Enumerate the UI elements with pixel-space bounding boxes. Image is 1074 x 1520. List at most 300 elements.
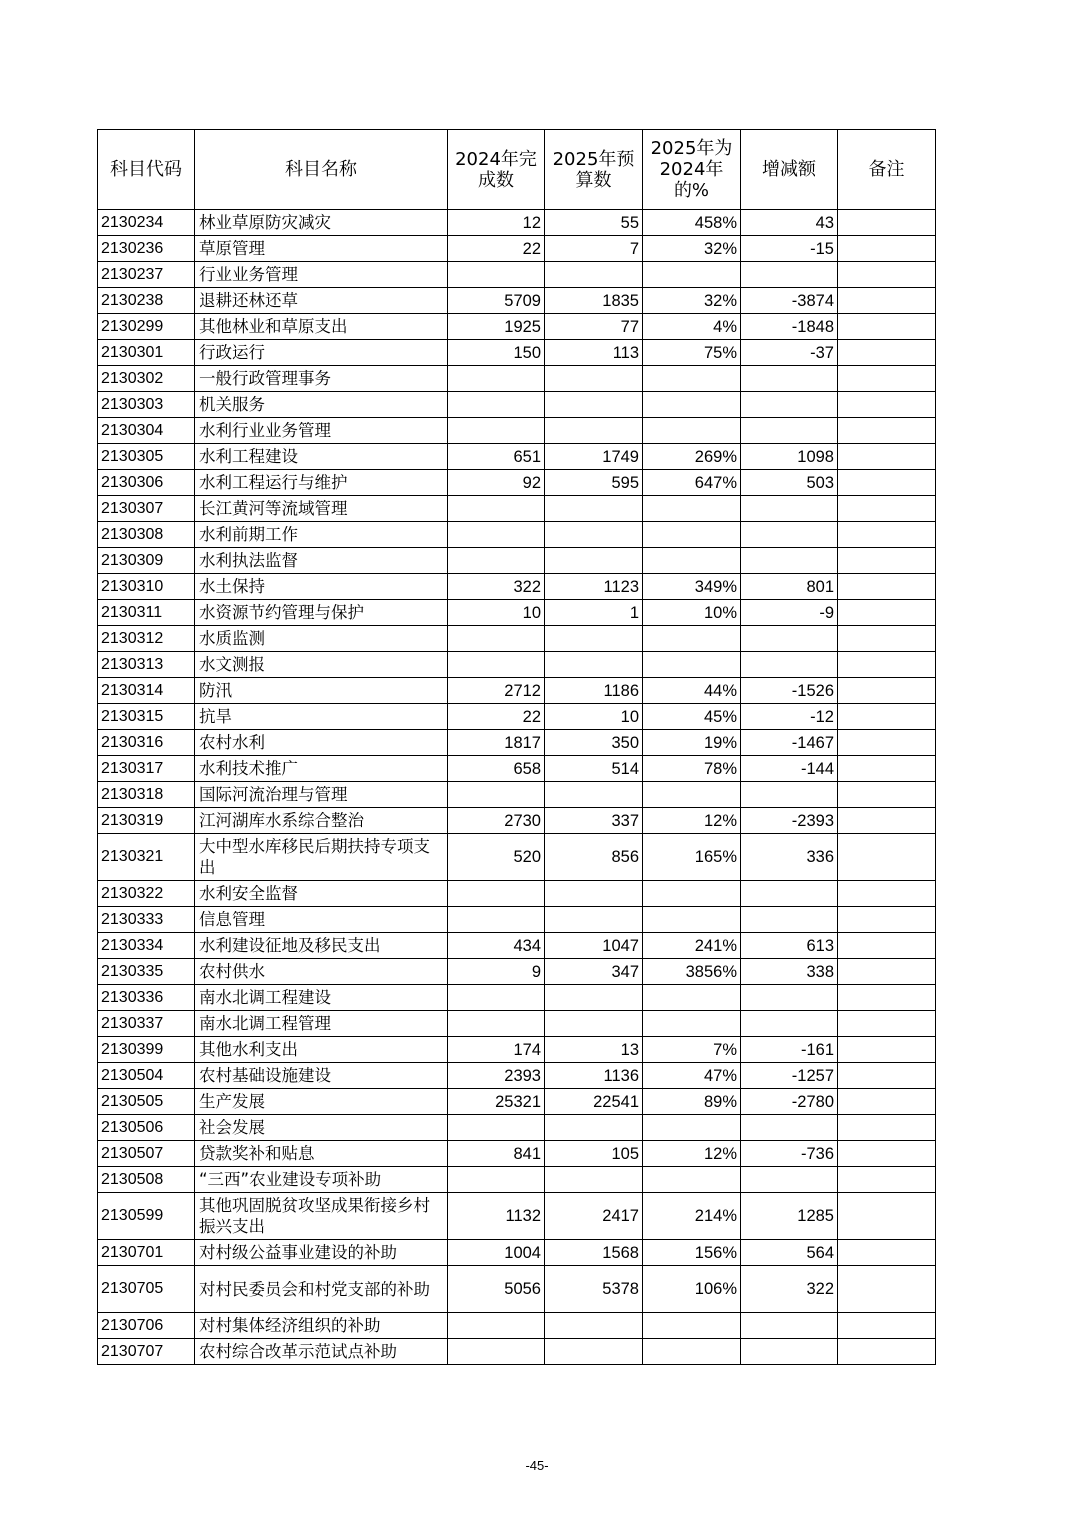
cell-percent: 75%	[643, 340, 741, 366]
cell-2025-budget	[545, 782, 643, 808]
cell-2025-budget	[545, 626, 643, 652]
table-row	[98, 1313, 936, 1339]
table-row	[98, 1011, 936, 1037]
cell-2024-completed	[448, 1167, 545, 1193]
cell-2025-budget: 77	[545, 314, 643, 340]
cell-change-amount	[741, 985, 838, 1011]
cell-subject-name: 对村集体经济组织的补助	[195, 1313, 448, 1339]
cell-remarks	[838, 1011, 936, 1037]
cell-change-amount	[741, 392, 838, 418]
budget-table	[97, 129, 936, 1365]
cell-remarks	[838, 1266, 936, 1313]
cell-2025-budget: 2417	[545, 1193, 643, 1240]
cell-percent	[643, 366, 741, 392]
cell-remarks	[838, 314, 936, 340]
cell-percent	[643, 907, 741, 933]
cell-change-amount: -15	[741, 236, 838, 262]
cell-subject-code: 2130707	[98, 1339, 195, 1365]
header-change-amount: 增减额	[741, 130, 838, 210]
cell-percent	[643, 548, 741, 574]
cell-percent: 7%	[643, 1037, 741, 1063]
cell-change-amount: 43	[741, 210, 838, 236]
table-row	[98, 782, 936, 808]
table-row	[98, 626, 936, 652]
cell-change-amount: 801	[741, 574, 838, 600]
cell-remarks	[838, 756, 936, 782]
cell-2025-budget	[545, 366, 643, 392]
cell-percent: 3856%	[643, 959, 741, 985]
cell-subject-name: 农村供水	[195, 959, 448, 985]
cell-remarks	[838, 1339, 936, 1365]
cell-change-amount	[741, 782, 838, 808]
cell-change-amount: 564	[741, 1240, 838, 1266]
cell-2024-completed: 520	[448, 834, 545, 881]
table-row	[98, 652, 936, 678]
table-row	[98, 262, 936, 288]
table-row	[98, 907, 936, 933]
cell-2025-budget	[545, 652, 643, 678]
cell-change-amount	[741, 366, 838, 392]
cell-change-amount: 322	[741, 1266, 838, 1313]
cell-2025-budget	[545, 1115, 643, 1141]
cell-remarks	[838, 907, 936, 933]
cell-2025-budget	[545, 1167, 643, 1193]
cell-2024-completed	[448, 496, 545, 522]
cell-remarks	[838, 1037, 936, 1063]
cell-2025-budget	[545, 548, 643, 574]
cell-2024-completed: 10	[448, 600, 545, 626]
cell-2024-completed	[448, 366, 545, 392]
cell-subject-code: 2130334	[98, 933, 195, 959]
table-row	[98, 340, 936, 366]
cell-subject-code: 2130599	[98, 1193, 195, 1240]
cell-subject-name: 信息管理	[195, 907, 448, 933]
header-remarks: 备注	[838, 130, 936, 210]
cell-percent: 269%	[643, 444, 741, 470]
cell-remarks	[838, 782, 936, 808]
cell-percent	[643, 496, 741, 522]
cell-percent: 12%	[643, 1141, 741, 1167]
cell-change-amount: -3874	[741, 288, 838, 314]
cell-percent: 4%	[643, 314, 741, 340]
cell-remarks	[838, 366, 936, 392]
cell-subject-code: 2130304	[98, 418, 195, 444]
cell-subject-code: 2130399	[98, 1037, 195, 1063]
cell-percent	[643, 522, 741, 548]
cell-remarks	[838, 808, 936, 834]
cell-subject-name: 水利前期工作	[195, 522, 448, 548]
cell-subject-code: 2130508	[98, 1167, 195, 1193]
cell-change-amount	[741, 626, 838, 652]
cell-2024-completed: 22	[448, 236, 545, 262]
cell-remarks	[838, 444, 936, 470]
cell-2025-budget	[545, 418, 643, 444]
cell-percent	[643, 418, 741, 444]
cell-percent: 45%	[643, 704, 741, 730]
cell-remarks	[838, 626, 936, 652]
cell-percent: 458%	[643, 210, 741, 236]
cell-2025-budget: 1568	[545, 1240, 643, 1266]
cell-2025-budget: 55	[545, 210, 643, 236]
cell-remarks	[838, 1063, 936, 1089]
cell-subject-code: 2130504	[98, 1063, 195, 1089]
cell-subject-code: 2130317	[98, 756, 195, 782]
cell-2024-completed: 12	[448, 210, 545, 236]
cell-remarks	[838, 288, 936, 314]
cell-change-amount: -144	[741, 756, 838, 782]
cell-remarks	[838, 985, 936, 1011]
table-row	[98, 933, 936, 959]
cell-2025-budget: 5378	[545, 1266, 643, 1313]
cell-change-amount: 1285	[741, 1193, 838, 1240]
table-row	[98, 236, 936, 262]
header-2024-completed: 2024年完成数	[448, 130, 545, 210]
cell-2025-budget	[545, 522, 643, 548]
cell-change-amount: -736	[741, 1141, 838, 1167]
cell-percent	[643, 1313, 741, 1339]
cell-2024-completed: 658	[448, 756, 545, 782]
cell-change-amount: 613	[741, 933, 838, 959]
cell-2025-budget: 1123	[545, 574, 643, 600]
cell-2025-budget	[545, 1339, 643, 1365]
cell-remarks	[838, 933, 936, 959]
cell-percent: 165%	[643, 834, 741, 881]
cell-change-amount	[741, 1313, 838, 1339]
cell-percent: 214%	[643, 1193, 741, 1240]
table-row	[98, 1193, 936, 1240]
cell-subject-name: 水利工程运行与维护	[195, 470, 448, 496]
cell-2025-budget: 1136	[545, 1063, 643, 1089]
table-row	[98, 1266, 936, 1313]
cell-percent: 647%	[643, 470, 741, 496]
cell-2025-budget: 1186	[545, 678, 643, 704]
cell-subject-name: 其他林业和草原支出	[195, 314, 448, 340]
table-row	[98, 1141, 936, 1167]
table-row	[98, 600, 936, 626]
cell-percent: 10%	[643, 600, 741, 626]
cell-subject-code: 2130318	[98, 782, 195, 808]
cell-change-amount: -2393	[741, 808, 838, 834]
cell-subject-code: 2130505	[98, 1089, 195, 1115]
cell-subject-name: 水利安全监督	[195, 881, 448, 907]
cell-subject-code: 2130309	[98, 548, 195, 574]
cell-percent: 156%	[643, 1240, 741, 1266]
cell-2025-budget: 113	[545, 340, 643, 366]
cell-percent	[643, 626, 741, 652]
cell-2024-completed: 2712	[448, 678, 545, 704]
cell-subject-name: 防汛	[195, 678, 448, 704]
cell-2024-completed	[448, 782, 545, 808]
table-row	[98, 496, 936, 522]
cell-remarks	[838, 418, 936, 444]
cell-subject-code: 2130311	[98, 600, 195, 626]
cell-subject-name: 水利执法监督	[195, 548, 448, 574]
cell-remarks	[838, 574, 936, 600]
cell-2024-completed: 25321	[448, 1089, 545, 1115]
cell-2025-budget: 347	[545, 959, 643, 985]
cell-2025-budget: 1749	[545, 444, 643, 470]
cell-subject-name: 水利行业业务管理	[195, 418, 448, 444]
cell-percent	[643, 985, 741, 1011]
cell-subject-name: 水利技术推广	[195, 756, 448, 782]
cell-2024-completed: 2730	[448, 808, 545, 834]
cell-remarks	[838, 392, 936, 418]
cell-change-amount	[741, 522, 838, 548]
cell-subject-name: 其他水利支出	[195, 1037, 448, 1063]
cell-percent: 44%	[643, 678, 741, 704]
cell-2025-budget: 350	[545, 730, 643, 756]
cell-change-amount: -2780	[741, 1089, 838, 1115]
cell-2025-budget: 7	[545, 236, 643, 262]
cell-subject-name: 农村基础设施建设	[195, 1063, 448, 1089]
cell-percent	[643, 1115, 741, 1141]
table-row	[98, 678, 936, 704]
table-body	[98, 210, 936, 1365]
cell-remarks	[838, 340, 936, 366]
cell-subject-name: 农村水利	[195, 730, 448, 756]
cell-percent: 78%	[643, 756, 741, 782]
cell-2024-completed: 1132	[448, 1193, 545, 1240]
cell-percent	[643, 1011, 741, 1037]
cell-remarks	[838, 1167, 936, 1193]
cell-subject-code: 2130303	[98, 392, 195, 418]
cell-subject-name: 退耕还林还草	[195, 288, 448, 314]
cell-subject-code: 2130333	[98, 907, 195, 933]
table-row	[98, 1037, 936, 1063]
cell-subject-code: 2130236	[98, 236, 195, 262]
cell-remarks	[838, 678, 936, 704]
cell-subject-name: 水质监测	[195, 626, 448, 652]
cell-2024-completed: 174	[448, 1037, 545, 1063]
table-row	[98, 548, 936, 574]
cell-subject-name: 林业草原防灾减灾	[195, 210, 448, 236]
cell-change-amount	[741, 418, 838, 444]
cell-2024-completed	[448, 985, 545, 1011]
cell-2025-budget: 1047	[545, 933, 643, 959]
cell-2024-completed	[448, 522, 545, 548]
cell-2024-completed: 651	[448, 444, 545, 470]
cell-subject-code: 2130306	[98, 470, 195, 496]
table-row	[98, 314, 936, 340]
cell-change-amount: 336	[741, 834, 838, 881]
cell-change-amount	[741, 1011, 838, 1037]
cell-change-amount: -12	[741, 704, 838, 730]
cell-subject-name: 水利建设征地及移民支出	[195, 933, 448, 959]
cell-2024-completed: 150	[448, 340, 545, 366]
table-row	[98, 1115, 936, 1141]
cell-change-amount: -1467	[741, 730, 838, 756]
cell-subject-name: 国际河流治理与管理	[195, 782, 448, 808]
cell-subject-name: 水利工程建设	[195, 444, 448, 470]
cell-subject-code: 2130234	[98, 210, 195, 236]
cell-2025-budget	[545, 392, 643, 418]
cell-2025-budget: 595	[545, 470, 643, 496]
cell-remarks	[838, 704, 936, 730]
cell-remarks	[838, 881, 936, 907]
cell-percent: 32%	[643, 288, 741, 314]
cell-remarks	[838, 1141, 936, 1167]
cell-subject-name: 行政运行	[195, 340, 448, 366]
cell-change-amount: 1098	[741, 444, 838, 470]
cell-remarks	[838, 834, 936, 881]
cell-subject-name: 机关服务	[195, 392, 448, 418]
cell-subject-name: 水文测报	[195, 652, 448, 678]
table-row	[98, 392, 936, 418]
cell-subject-code: 2130315	[98, 704, 195, 730]
table-row	[98, 959, 936, 985]
cell-percent: 241%	[643, 933, 741, 959]
cell-subject-name: 对村民委员会和村党支部的补助	[195, 1266, 448, 1313]
cell-change-amount: -9	[741, 600, 838, 626]
cell-remarks	[838, 1193, 936, 1240]
cell-subject-name: 一般行政管理事务	[195, 366, 448, 392]
table-row	[98, 470, 936, 496]
cell-2025-budget: 856	[545, 834, 643, 881]
cell-subject-code: 2130506	[98, 1115, 195, 1141]
cell-change-amount	[741, 496, 838, 522]
cell-percent: 89%	[643, 1089, 741, 1115]
table-row	[98, 574, 936, 600]
cell-subject-code: 2130237	[98, 262, 195, 288]
table-row	[98, 1167, 936, 1193]
cell-change-amount: -1526	[741, 678, 838, 704]
cell-2025-budget: 10	[545, 704, 643, 730]
cell-remarks	[838, 262, 936, 288]
table-header-row	[98, 130, 936, 210]
cell-subject-code: 2130507	[98, 1141, 195, 1167]
cell-2025-budget	[545, 1011, 643, 1037]
cell-subject-code: 2130321	[98, 834, 195, 881]
cell-subject-name: 其他巩固脱贫攻坚成果衔接乡村振兴支出	[195, 1193, 448, 1240]
cell-2024-completed	[448, 652, 545, 678]
cell-2024-completed	[448, 881, 545, 907]
table-row	[98, 366, 936, 392]
cell-2024-completed: 1004	[448, 1240, 545, 1266]
cell-percent: 32%	[643, 236, 741, 262]
table-row	[98, 808, 936, 834]
cell-change-amount	[741, 881, 838, 907]
cell-remarks	[838, 496, 936, 522]
cell-2025-budget: 1	[545, 600, 643, 626]
cell-2024-completed: 1817	[448, 730, 545, 756]
table-row	[98, 288, 936, 314]
header-subject-code: 科目代码	[98, 130, 195, 210]
cell-percent: 106%	[643, 1266, 741, 1313]
cell-2024-completed	[448, 548, 545, 574]
cell-subject-name: 江河湖库水系综合整治	[195, 808, 448, 834]
cell-subject-name: 草原管理	[195, 236, 448, 262]
header-2025-vs-2024-percent: 2025年为2024年的%	[643, 130, 741, 210]
cell-subject-name: 水土保持	[195, 574, 448, 600]
cell-2025-budget: 1835	[545, 288, 643, 314]
cell-2024-completed	[448, 626, 545, 652]
cell-percent	[643, 782, 741, 808]
cell-percent	[643, 881, 741, 907]
cell-subject-name: 贷款奖补和贴息	[195, 1141, 448, 1167]
cell-change-amount	[741, 262, 838, 288]
cell-subject-name: “三西”农业建设专项补助	[195, 1167, 448, 1193]
cell-remarks	[838, 522, 936, 548]
cell-2024-completed	[448, 1339, 545, 1365]
table-row	[98, 881, 936, 907]
table-row	[98, 1063, 936, 1089]
cell-subject-code: 2130299	[98, 314, 195, 340]
cell-subject-name: 大中型水库移民后期扶持专项支出	[195, 834, 448, 881]
cell-remarks	[838, 600, 936, 626]
cell-2024-completed: 92	[448, 470, 545, 496]
cell-2024-completed	[448, 1011, 545, 1037]
cell-2025-budget: 13	[545, 1037, 643, 1063]
cell-subject-name: 农村综合改革示范试点补助	[195, 1339, 448, 1365]
table-row	[98, 1339, 936, 1365]
cell-2024-completed: 841	[448, 1141, 545, 1167]
cell-2025-budget	[545, 496, 643, 522]
cell-remarks	[838, 1089, 936, 1115]
cell-subject-code: 2130316	[98, 730, 195, 756]
cell-subject-name: 生产发展	[195, 1089, 448, 1115]
header-2025-budget: 2025年预算数	[545, 130, 643, 210]
cell-2024-completed	[448, 907, 545, 933]
cell-2024-completed: 1925	[448, 314, 545, 340]
cell-percent	[643, 1339, 741, 1365]
cell-subject-name: 社会发展	[195, 1115, 448, 1141]
cell-change-amount: -1257	[741, 1063, 838, 1089]
cell-2025-budget: 514	[545, 756, 643, 782]
cell-2025-budget: 22541	[545, 1089, 643, 1115]
cell-subject-code: 2130314	[98, 678, 195, 704]
cell-2024-completed: 22	[448, 704, 545, 730]
cell-change-amount: -1848	[741, 314, 838, 340]
table-row	[98, 756, 936, 782]
cell-subject-name: 抗旱	[195, 704, 448, 730]
table-row	[98, 1240, 936, 1266]
cell-change-amount: 338	[741, 959, 838, 985]
page-number: -45-	[525, 1458, 549, 1473]
cell-remarks	[838, 1115, 936, 1141]
table-row	[98, 1089, 936, 1115]
cell-percent: 19%	[643, 730, 741, 756]
cell-2025-budget: 337	[545, 808, 643, 834]
cell-subject-code: 2130706	[98, 1313, 195, 1339]
cell-subject-code: 2130301	[98, 340, 195, 366]
cell-subject-name: 南水北调工程建设	[195, 985, 448, 1011]
cell-remarks	[838, 470, 936, 496]
cell-change-amount	[741, 1167, 838, 1193]
cell-2024-completed	[448, 392, 545, 418]
cell-2025-budget	[545, 881, 643, 907]
cell-2025-budget	[545, 985, 643, 1011]
cell-2024-completed: 434	[448, 933, 545, 959]
cell-change-amount	[741, 1115, 838, 1141]
cell-change-amount: 503	[741, 470, 838, 496]
cell-remarks	[838, 236, 936, 262]
cell-subject-code: 2130337	[98, 1011, 195, 1037]
cell-subject-code: 2130308	[98, 522, 195, 548]
cell-remarks	[838, 1240, 936, 1266]
cell-change-amount	[741, 652, 838, 678]
cell-subject-code: 2130305	[98, 444, 195, 470]
cell-subject-code: 2130336	[98, 985, 195, 1011]
cell-2024-completed: 322	[448, 574, 545, 600]
table-row	[98, 730, 936, 756]
cell-2025-budget	[545, 1313, 643, 1339]
cell-percent: 12%	[643, 808, 741, 834]
cell-percent: 349%	[643, 574, 741, 600]
table-row	[98, 210, 936, 236]
table-row	[98, 985, 936, 1011]
cell-2025-budget	[545, 907, 643, 933]
cell-change-amount: -161	[741, 1037, 838, 1063]
